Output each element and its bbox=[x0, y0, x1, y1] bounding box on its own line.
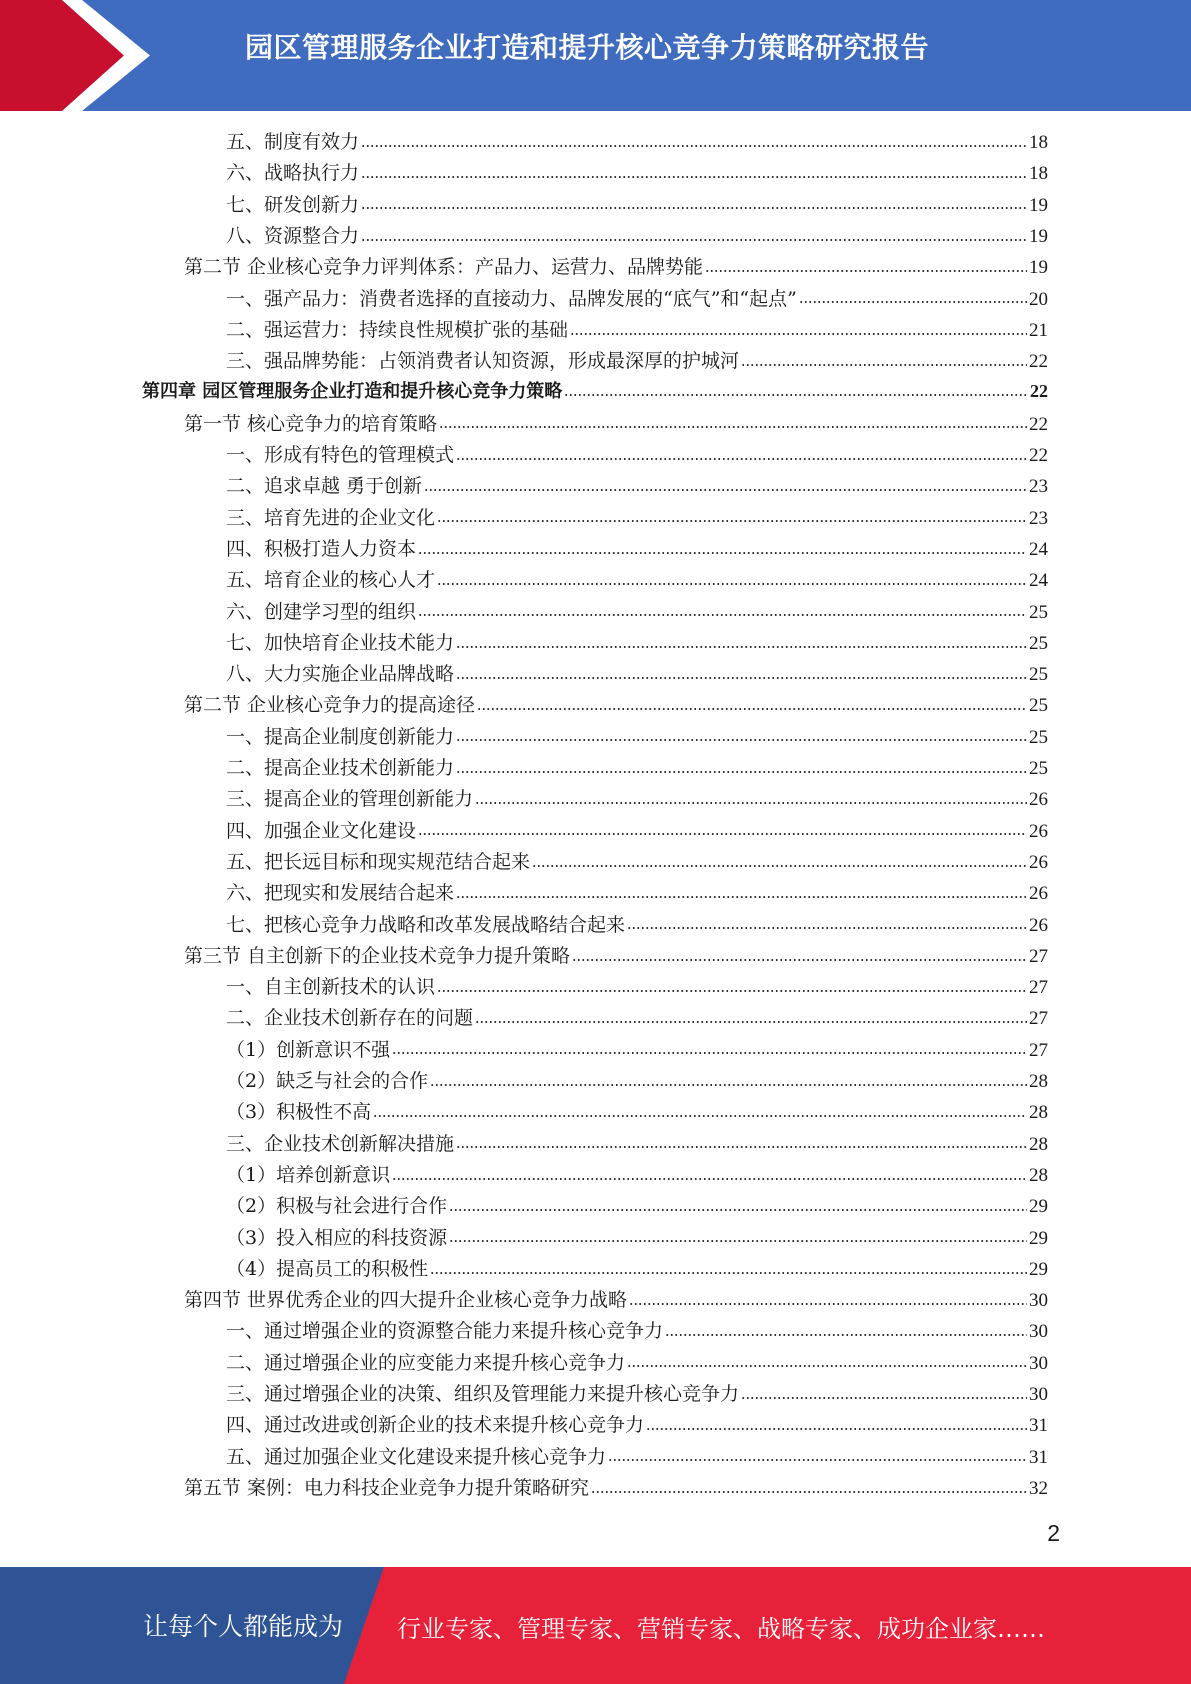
toc-entry-label: 三、企业技术创新解决措施 bbox=[226, 1132, 455, 1155]
toc-entry-label: 七、研发创新力 bbox=[226, 193, 360, 216]
toc-entry-page: 30 bbox=[1029, 1352, 1048, 1374]
toc-dot-leader bbox=[437, 976, 1027, 995]
toc-item-entry[interactable] bbox=[226, 878, 1048, 909]
toc-dot-leader bbox=[430, 1258, 1027, 1277]
toc-entry-page: 26 bbox=[1029, 914, 1048, 936]
toc-entry-page: 25 bbox=[1029, 632, 1048, 654]
toc-item-entry[interactable] bbox=[226, 565, 1048, 596]
toc-dot-leader bbox=[741, 1383, 1027, 1402]
toc-dot-leader bbox=[456, 632, 1027, 651]
toc-entry-label: 三、提高企业的管理创新能力 bbox=[226, 788, 474, 811]
toc-entry-label: 二、企业技术创新存在的问题 bbox=[226, 1007, 474, 1030]
toc-entry-label: 第四节 世界优秀企业的四大提升企业核心竞争力战略 bbox=[184, 1289, 628, 1312]
toc-entry-label: 一、强产品力：消费者选择的直接动力、品牌发展的“底气”和“起点” bbox=[226, 287, 797, 310]
toc-dot-leader bbox=[361, 225, 1027, 244]
toc-entry-page: 22 bbox=[1029, 413, 1048, 435]
toc-item-entry[interactable] bbox=[226, 1129, 1048, 1160]
toc-dot-leader bbox=[456, 1133, 1027, 1152]
toc-entry-page: 28 bbox=[1029, 1133, 1048, 1155]
toc-entry-page: 26 bbox=[1029, 883, 1048, 905]
toc-dot-leader bbox=[564, 381, 1028, 399]
toc-entry-page: 32 bbox=[1029, 1477, 1048, 1499]
toc-dot-leader bbox=[608, 1446, 1027, 1465]
toc-entry-label: 第二节 企业核心竞争力评判体系：产品力、运营力、品牌势能 bbox=[184, 256, 704, 279]
toc-entry-label: 一、通过增强企业的资源整合能力来提升核心竞争力 bbox=[226, 1320, 664, 1343]
toc-entry-page: 25 bbox=[1029, 664, 1048, 686]
toc-item-entry[interactable] bbox=[226, 753, 1048, 784]
toc-dot-leader bbox=[475, 788, 1027, 807]
toc-dot-leader bbox=[361, 194, 1027, 213]
toc-dot-leader bbox=[361, 162, 1027, 181]
toc-entry-label: 四、加强企业文化建设 bbox=[226, 819, 417, 842]
toc-entry-page: 27 bbox=[1029, 1039, 1048, 1061]
toc-dot-leader bbox=[392, 1039, 1027, 1058]
toc-dot-leader bbox=[392, 1164, 1027, 1183]
toc-entry-label: 第二节 企业核心竞争力的提高途径 bbox=[184, 694, 476, 717]
toc-entry-page: 31 bbox=[1029, 1415, 1048, 1437]
toc-entry-label: （1）培养创新意识 bbox=[226, 1163, 391, 1186]
toc-entry-page: 28 bbox=[1029, 1164, 1048, 1186]
toc-entry-label: （3）积极性不高 bbox=[226, 1101, 372, 1124]
toc-entry-page: 21 bbox=[1029, 319, 1048, 341]
toc-item-entry[interactable] bbox=[226, 315, 1048, 346]
toc-item-entry[interactable] bbox=[226, 534, 1048, 565]
toc-entry-label: 七、把核心竞争力战略和改革发展战略结合起来 bbox=[226, 913, 626, 936]
toc-entry-page: 19 bbox=[1029, 225, 1048, 247]
toc-entry-page: 23 bbox=[1029, 476, 1048, 498]
toc-entry-page: 27 bbox=[1029, 977, 1048, 999]
toc-entry-label: 一、自主创新技术的认识 bbox=[226, 976, 436, 999]
toc-dot-leader bbox=[475, 1007, 1027, 1026]
toc-item-entry[interactable] bbox=[226, 1160, 1048, 1191]
toc-entry-page: 28 bbox=[1029, 1102, 1048, 1124]
toc-entry-label: （4）提高员工的积极性 bbox=[226, 1257, 429, 1280]
toc-entry-label: 五、通过加强企业文化建设来提升核心竞争力 bbox=[226, 1445, 607, 1468]
toc-entry-page: 26 bbox=[1029, 789, 1048, 811]
toc-dot-leader bbox=[629, 1289, 1027, 1308]
toc-item-entry[interactable] bbox=[226, 346, 1048, 377]
toc-section-entry[interactable] bbox=[184, 252, 1048, 283]
toc-section-entry[interactable] bbox=[184, 409, 1048, 440]
toc-entry-label: 六、创建学习型的组织 bbox=[226, 600, 417, 623]
toc-dot-leader bbox=[532, 851, 1027, 870]
toc-item-entry[interactable] bbox=[226, 597, 1048, 628]
toc-item-entry[interactable] bbox=[226, 440, 1048, 471]
toc-entry-page: 18 bbox=[1029, 163, 1048, 185]
toc-entry-label: （3）投入相应的科技资源 bbox=[226, 1226, 448, 1249]
toc-entry-page: 30 bbox=[1029, 1321, 1048, 1343]
toc-entry-label: 六、把现实和发展结合起来 bbox=[226, 882, 455, 905]
toc-item-entry[interactable] bbox=[226, 784, 1048, 815]
toc-entry-page: 24 bbox=[1029, 570, 1048, 592]
toc-entry-page: 29 bbox=[1029, 1258, 1048, 1280]
toc-entry-page: 25 bbox=[1029, 695, 1048, 717]
toc-dot-leader bbox=[456, 726, 1027, 745]
toc-entry-label: 二、通过增强企业的应变能力来提升核心竞争力 bbox=[226, 1351, 626, 1374]
toc-entry-label: 四、通过改进或创新企业的技术来提升核心竞争力 bbox=[226, 1414, 645, 1437]
toc-entry-page: 30 bbox=[1029, 1384, 1048, 1405]
toc-entry-page: 27 bbox=[1029, 1008, 1048, 1030]
toc-entry-page: 25 bbox=[1029, 726, 1048, 748]
toc-dot-leader bbox=[449, 1227, 1027, 1246]
toc-item-entry[interactable] bbox=[226, 503, 1048, 534]
toc-entry-label: （1）创新意识不强 bbox=[226, 1038, 391, 1061]
toc-item-entry[interactable] bbox=[226, 1379, 1048, 1410]
toc-item-entry[interactable] bbox=[226, 284, 1048, 315]
toc-item-entry[interactable] bbox=[226, 1003, 1048, 1034]
toc-dot-leader bbox=[449, 1195, 1027, 1214]
toc-entry-label: 七、加快培育企业技术能力 bbox=[226, 631, 455, 654]
toc-entry-label: 二、提高企业技术创新能力 bbox=[226, 757, 455, 779]
toc-entry-label: 四、积极打造人力资本 bbox=[226, 537, 417, 560]
toc-entry-page: 25 bbox=[1029, 758, 1048, 779]
header-arrow-decoration bbox=[0, 0, 160, 111]
toc-entry-page: 27 bbox=[1029, 945, 1048, 967]
toc-section-entry[interactable] bbox=[184, 1473, 1048, 1504]
toc-entry-label: 二、强运营力：持续良性规模扩张的基础 bbox=[226, 318, 569, 341]
toc-dot-leader bbox=[437, 569, 1027, 588]
toc-item-entry[interactable] bbox=[226, 1254, 1048, 1285]
toc-entry-label: 一、形成有特色的管理模式 bbox=[226, 444, 455, 466]
toc-dot-leader bbox=[439, 413, 1027, 432]
toc-item-entry[interactable] bbox=[226, 1348, 1048, 1379]
page-header bbox=[0, 0, 1191, 111]
toc-entry-page: 25 bbox=[1029, 601, 1048, 623]
toc-item-entry[interactable] bbox=[226, 972, 1048, 1003]
toc-entry-page: 30 bbox=[1029, 1290, 1048, 1312]
toc-entry-label: 第五节 案例：电力科技企业竞争力提升策略研究 bbox=[184, 1476, 590, 1499]
toc-entry-label: 八、资源整合力 bbox=[226, 224, 360, 247]
toc-entry-label: 三、培育先进的企业文化 bbox=[226, 506, 436, 529]
page-footer bbox=[0, 1567, 1191, 1684]
toc-dot-leader bbox=[418, 538, 1027, 557]
toc-dot-leader bbox=[799, 288, 1027, 307]
toc-item-entry[interactable] bbox=[226, 1316, 1048, 1347]
toc-item-entry[interactable] bbox=[226, 1223, 1048, 1254]
toc-dot-leader bbox=[430, 1070, 1027, 1089]
toc-item-entry[interactable] bbox=[226, 1191, 1048, 1222]
toc-dot-leader bbox=[665, 1320, 1027, 1339]
toc-entry-page: 22 bbox=[1029, 351, 1048, 373]
toc-entry-page: 18 bbox=[1029, 132, 1048, 153]
toc-entry-label: 二、追求卓越 勇于创新 bbox=[226, 475, 423, 498]
toc-item-entry[interactable] bbox=[226, 221, 1048, 252]
toc-dot-leader bbox=[456, 663, 1027, 682]
toc-item-entry[interactable] bbox=[226, 1442, 1048, 1473]
toc-item-entry[interactable] bbox=[226, 127, 1048, 158]
toc-item-entry[interactable] bbox=[226, 722, 1048, 753]
toc-dot-leader bbox=[570, 319, 1027, 338]
toc-entry-label: 三、强品牌势能：占领消费者认知资源，形成最深厚的护城河 bbox=[226, 350, 740, 373]
toc-dot-leader bbox=[424, 475, 1027, 494]
toc-entry-page: 20 bbox=[1029, 288, 1048, 310]
page-number: 2 bbox=[1047, 1520, 1060, 1546]
toc-entry-label: （2）积极与社会进行合作 bbox=[226, 1195, 448, 1218]
toc-chapter-entry[interactable] bbox=[142, 377, 1048, 408]
toc-dot-leader bbox=[418, 820, 1027, 839]
toc-dot-leader bbox=[456, 882, 1027, 901]
toc-entry-page: 24 bbox=[1029, 538, 1048, 560]
toc-entry-page: 28 bbox=[1029, 1071, 1048, 1092]
toc-item-entry[interactable] bbox=[226, 471, 1048, 502]
toc-section-entry[interactable] bbox=[184, 941, 1048, 972]
toc-dot-leader bbox=[456, 444, 1027, 463]
toc-item-entry[interactable] bbox=[226, 1035, 1048, 1066]
toc-item-entry[interactable] bbox=[226, 847, 1048, 878]
footer-slogan-right: 行业专家、管理专家、营销专家、战略专家、成功企业家…… bbox=[397, 1615, 1045, 1643]
toc-dot-leader bbox=[572, 945, 1027, 964]
toc-dot-leader bbox=[477, 694, 1027, 713]
toc-dot-leader bbox=[591, 1477, 1027, 1496]
toc-entry-page: 26 bbox=[1029, 820, 1048, 842]
toc-entry-page: 31 bbox=[1029, 1446, 1048, 1468]
toc-item-entry[interactable] bbox=[226, 628, 1048, 659]
toc-section-entry[interactable] bbox=[184, 690, 1048, 721]
toc-entry-page: 19 bbox=[1029, 194, 1048, 216]
toc-dot-leader bbox=[741, 350, 1027, 369]
toc-entry-label: 五、制度有效力 bbox=[226, 131, 360, 153]
toc-entry-label: 第四章 园区管理服务企业打造和提升核心竞争力策略 bbox=[142, 381, 563, 403]
toc-dot-leader bbox=[361, 131, 1027, 150]
toc-entry-page: 23 bbox=[1029, 507, 1048, 529]
toc-item-entry[interactable] bbox=[226, 158, 1048, 189]
toc-entry-label: 五、把长远目标和现实规范结合起来 bbox=[226, 850, 531, 873]
toc-item-entry[interactable] bbox=[226, 190, 1048, 221]
toc-entry-page: 22 bbox=[1029, 445, 1048, 466]
toc-item-entry[interactable] bbox=[226, 816, 1048, 847]
toc-item-entry[interactable] bbox=[226, 659, 1048, 690]
toc-section-entry[interactable] bbox=[184, 1285, 1048, 1316]
document-title: 园区管理服务企业打造和提升核心竞争力策略研究报告 bbox=[245, 31, 930, 64]
toc-entry-label: 六、战略执行力 bbox=[226, 162, 360, 185]
toc-entry-page: 29 bbox=[1029, 1227, 1048, 1249]
toc-dot-leader bbox=[646, 1414, 1027, 1433]
toc-entry-label: 五、培育企业的核心人才 bbox=[226, 569, 436, 592]
toc-dot-leader bbox=[373, 1101, 1027, 1120]
toc-item-entry[interactable] bbox=[226, 1410, 1048, 1441]
toc-dot-leader bbox=[627, 914, 1027, 933]
toc-item-entry[interactable] bbox=[226, 910, 1048, 941]
toc-entry-label: 八、大力实施企业品牌战略 bbox=[226, 663, 455, 686]
toc-dot-leader bbox=[705, 256, 1027, 275]
toc-dot-leader bbox=[418, 601, 1027, 620]
toc-entry-label: 第一节 核心竞争力的培育策略 bbox=[184, 412, 438, 435]
toc-item-entry[interactable] bbox=[226, 1066, 1048, 1097]
toc-entry-page: 19 bbox=[1029, 257, 1048, 279]
toc-dot-leader bbox=[627, 1352, 1027, 1371]
toc-dot-leader bbox=[456, 757, 1027, 776]
toc-entry-label: 一、提高企业制度创新能力 bbox=[226, 725, 455, 748]
toc-dot-leader bbox=[437, 507, 1027, 526]
toc-entry-page: 22 bbox=[1030, 381, 1048, 402]
footer-slogan-left: 让每个人都能成为 bbox=[143, 1612, 344, 1641]
toc-item-entry[interactable] bbox=[226, 1097, 1048, 1128]
toc-entry-label: （2）缺乏与社会的合作 bbox=[226, 1070, 429, 1092]
toc-entry-page: 26 bbox=[1029, 851, 1048, 873]
toc-entry-label: 三、通过增强企业的决策、组织及管理能力来提升核心竞争力 bbox=[226, 1383, 740, 1405]
toc-entry-label: 第三节 自主创新下的企业技术竞争力提升策略 bbox=[184, 944, 571, 967]
toc-entry-page: 29 bbox=[1029, 1196, 1048, 1218]
